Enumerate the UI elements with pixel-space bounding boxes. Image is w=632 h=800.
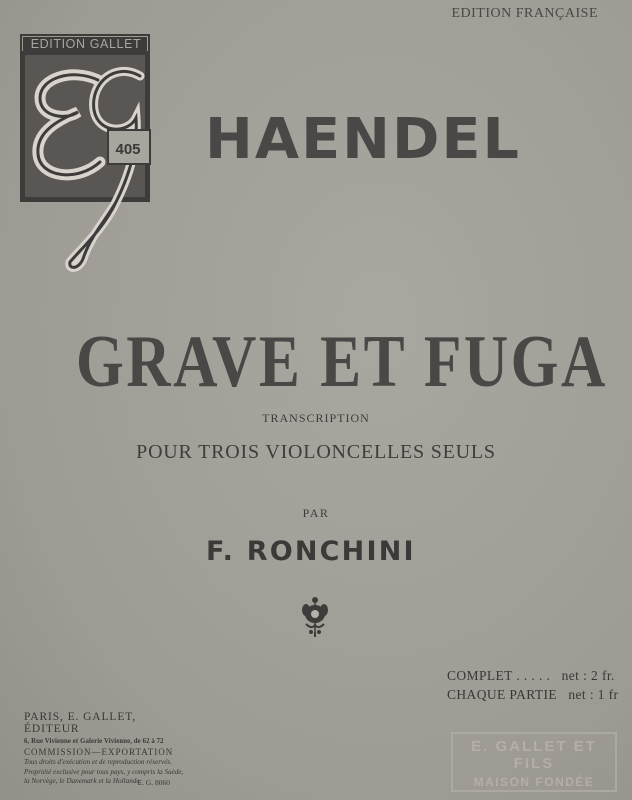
stamp-line-1: E. GALLET ET FILS bbox=[471, 738, 597, 772]
work-title: GRAVE ET FUGA bbox=[76, 321, 608, 403]
instrumentation-subtitle: POUR TROIS VIOLONCELLES SEULS bbox=[136, 441, 496, 463]
floral-ornament-icon bbox=[300, 594, 330, 638]
arranger-name: F. RONCHINI bbox=[206, 536, 416, 567]
price-chaque-partie: CHAQUE PARTIE net : 1 fr bbox=[447, 687, 619, 702]
edition-label: EDITION FRANÇAISE bbox=[451, 6, 598, 21]
stamp-line-2: MAISON FONDÉE bbox=[473, 775, 595, 789]
logo-label: EDITION GALLET bbox=[30, 37, 142, 51]
dealer-stamp bbox=[451, 732, 617, 792]
price-complet: COMPLET . . . . . net : 2 fr. bbox=[447, 668, 615, 683]
composer-name: HAENDEL bbox=[205, 107, 521, 172]
catalog-number: 405 bbox=[115, 141, 141, 158]
rights-notice-wrap bbox=[24, 758, 184, 787]
publisher-name: PARIS, E. GALLET, ÉDITEUR bbox=[24, 711, 137, 735]
plate-number: E. G. 8060 bbox=[137, 777, 170, 787]
transcription-label: TRANSCRIPTION bbox=[262, 411, 370, 425]
publisher-address: 6, Rue Vivienne et Galerie Vivienne, de 62 à 72 bbox=[24, 738, 164, 745]
par-label: PAR bbox=[302, 506, 330, 520]
rights-notice: Tous droits d'exécution et de reproduction réservés. Propriété exclusive pour tous pays, y compris la Suède, la Norvège, le Danemark et la Hollande. bbox=[24, 758, 184, 785]
publisher-commission: COMMISSION—EXPORTATION bbox=[24, 747, 174, 757]
publisher-block bbox=[24, 711, 184, 787]
